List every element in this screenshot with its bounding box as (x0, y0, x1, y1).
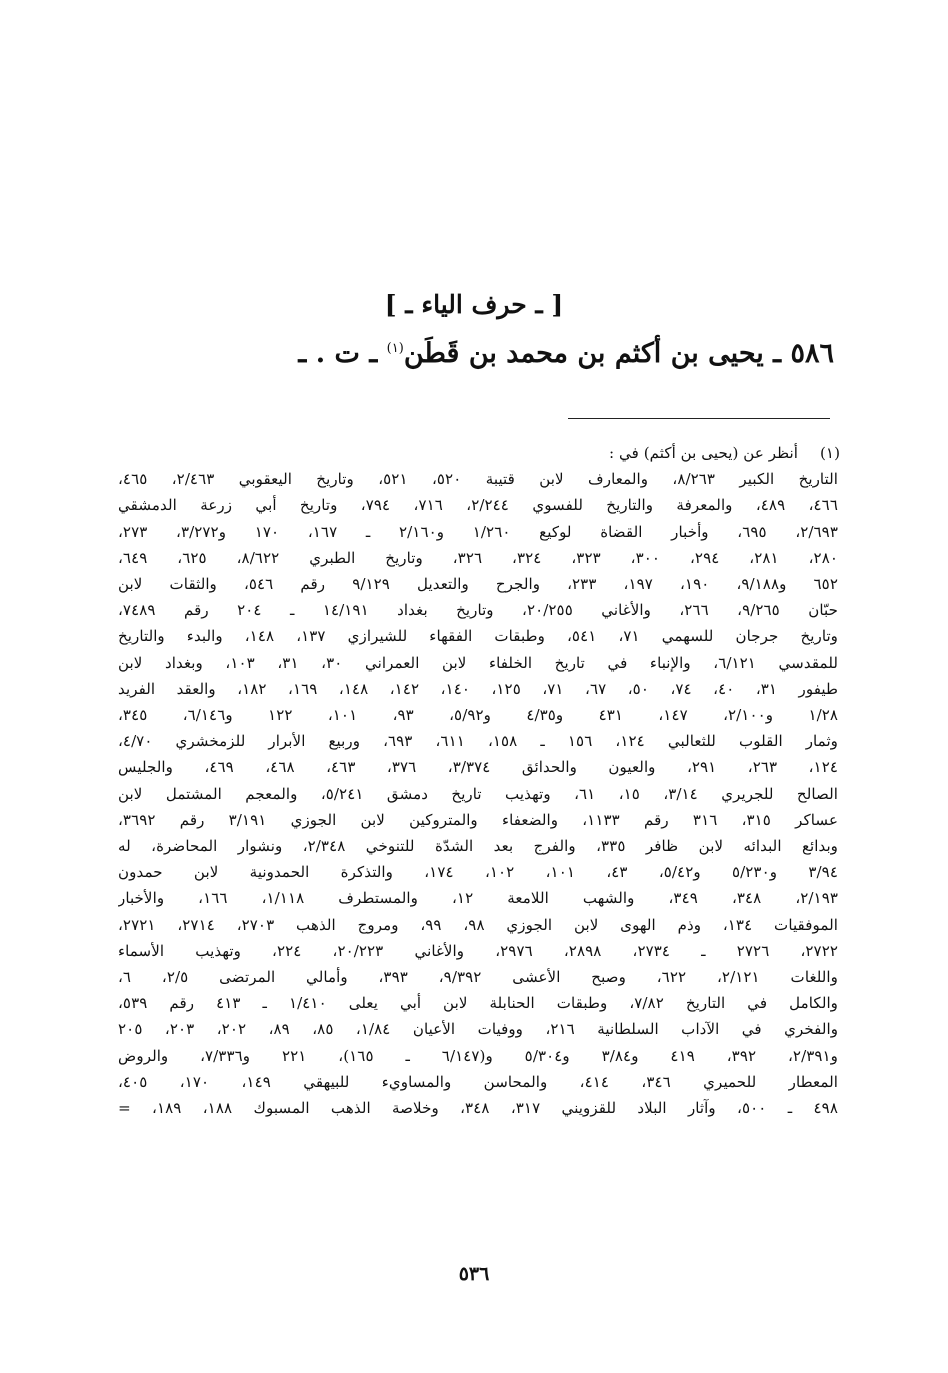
footnote-line: والكامل في التاريخ ٧/٨٢، وطبقات الحنابلة لابن أبي يعلى ١/٤١٠ ـ ٤١٣ رقم ٥٣٩، (118, 994, 838, 1013)
footnote-line: ٣/٩٤ و٥/٢٣٠ و٥/٤٢، ٤٣، ١٠١، ١٠٢، ١٧٤، والتذكرة الحمدونية لابن حمدون (118, 863, 838, 882)
footnote-reference: (١) (386, 341, 404, 356)
footnote-line: طيفور ٣١، ٤٠، ٧٤، ٥٠، ٦٧، ٧١، ١٢٥، ١٤٠، ١٤٢، ١٤٨، ١٦٩، ١٨٢، والعقد الفريد (118, 679, 838, 698)
footnote-line: وبدائع البدائه لابن ظافر ٣٣٥، والفرج بعد الشدّة للتنوخي ٢/٣٤٨، ونشوار المحاضرة، له (118, 837, 838, 856)
footnote-line: حبّان ٩/٢٦٥، ٢٦٦، والأغاني ٢٠/٢٥٥، وتاريخ بغداد ١٤/١٩١ ـ ٢٠٤ رقم ٧٤٨٩، (118, 601, 838, 620)
footnote-line: وتاريخ جرجان للسهمي ٧١، ٥٤١، وطبقات الفقهاء للشيرازي ١٣٧، ١٤٨، والبدء والتاريخ (118, 627, 838, 646)
footnote-line: للمقدسي ٦/١٢١، والإنباء في تاريخ الخلفاء لابن العمراني ٣٠، ٣١، ١٠٣، وبغداد لابن (118, 653, 838, 672)
page-number: ٥٣٦ (458, 1263, 490, 1285)
footnote-marker: (١) (819, 444, 840, 462)
footnote-line: ٦٥٢ و٩/١٨٨، ١٩٠، ١٩٧، ٢٣٣، والجرح والتعديل ٩/١٢٩ رقم ٥٤٦، والثقات لابن (118, 575, 838, 594)
footnote-line: الصالح للجريري ٣/١٤، ١٥، ٦١، وتهذيب تاريخ دمشق ٥/٢٤١، والمعجم المشتمل لابن (118, 784, 838, 803)
footnote-line: ١/٢٨ و٢/١٠٠، ١٤٧، ٤٣١ و٤/٣٥ و٥/٩٢، ٩٣، ١٠١، ١٢٢ و٦/١٤٦، ٣٤٥، (118, 706, 838, 725)
entry-title (94, 338, 834, 369)
footnote-line: ٤٩٨ ـ ٥٠٠، وآثار البلاد للقزويني ٣١٧، ٣٤٨، وخلاصة الذهب المسبوك ١٨٨، ١٨٩، = (118, 1099, 838, 1118)
footnote-body (118, 466, 838, 1121)
footnote-line: ٤٦٦، ٤٨٩، والمعرفة والتاريخ للفسوي ٢/٢٤٤، ٧١٦، ٧٩٤، وتاريخ أبي زرعة الدمشقي (118, 496, 838, 515)
footnote (118, 440, 838, 1121)
footnote-line: ٢٨٠، ٢٨١، ٢٩٤، ٣٠٠، ٣٢٣، ٣٢٤، ٣٢٦، وتاريخ الطبري ٨/٦٢٢، ٦٢٥، ٦٤٩، (118, 548, 838, 567)
footnote-line: واللغات ٢/١٢١، ٦٢٢، وصبح الأعشى ٩/٣٩٢، ٣٩٣، وأمالي المرتضى ٢/٥، ٦، (118, 968, 838, 987)
footnote-line: الموفقيات ١٣٤، وذم الهوى لابن الجوزي ٩٨، ٩٩، ومروج الذهب ٢٧٠٣، ٢٧١٤، ٢٧٢١، (118, 915, 838, 934)
footnote-line: والفخري في الآداب السلطانية ٢١٦، ووفيات الأعيان ١/٨٤، ٨٥، ٨٩، ٢٠٢، ٢٠٣، ٢٠٥ (118, 1020, 838, 1039)
footnote-head: أنظر عن (يحيى بن أكثم) في : (609, 444, 798, 462)
section-heading: [ ـ حرف الياء ـ ] (384, 290, 564, 319)
footnote-line: وثمار القلوب للثعالبي ١٢٤، ١٥٦ ـ ١٥٨، ٦١١، ٦٩٣، وربيع الأبرار للزمخشري ٤/٧٠، (118, 732, 838, 751)
footnote-line: و٢/٣٩١، ٣٩٢، ٤١٩ و٣/٨٤ و٥/٣٠٤ و(٦/١٤٧ ـ ١٦٥)، ٢٢١ و٧/٣٣٦، والروض (118, 1046, 838, 1065)
footnote-line: ٢/١٩٣، ٣٤٨، ٣٤٩، والشهب اللامعة ١٢، والمستطرف ١/١١٨، ١٦٦، والأخبار (118, 889, 838, 908)
entry-title-text: ٥٨٦ ـ يحيى بن أكثم بن محمد بن قَطَن (403, 338, 834, 369)
entry-title-tail: ـ ت . ـ (298, 338, 387, 369)
footnote-line: ١٢٤، ٢٦٣، ٢٩١، والعيون والحدائق ٣/٣٧٤، ٣٧٦، ٤٦٣، ٤٦٨، ٤٦٩، والجليس (118, 758, 838, 777)
footnote-line: عساكر ٣١٥، ٣١٦ رقم ١١٣٣، والضعفاء والمتروكين لابن الجوزي ٣/١٩١ رقم ٣٦٩٢، (118, 810, 838, 829)
footnote-line: ٢٧٢٢، ٢٧٢٦ ـ ٢٧٣٤، ٢٨٩٨، ٢٩٧٦، والأغاني ٢٠/٢٢٣، ٢٢٤، وتهذيب الأسماء (118, 941, 838, 960)
footnote-line: ٢/٦٩٣، ٦٩٥، وأخبار القضاة لوكيع ١/٢٦٠ و٢/١٦٠ ـ ١٦٧، ١٧٠ و٣/٢٧٢، ٢٧٣، (118, 522, 838, 541)
footnote-line: المعطار للحميري ٣٤٦، ٤١٤، والمحاسن والمساويء للبيهقي ١٤٩، ١٧٠، ٤٠٥، (118, 1072, 838, 1091)
footnote-separator (568, 418, 830, 419)
footnote-line: التاريخ الكبير ٨/٢٦٣، والمعارف لابن قتيبة ٥٢٠، ٥٢١، وتاريخ اليعقوبي ٢/٤٦٣، ٤٦٥، (118, 470, 838, 489)
